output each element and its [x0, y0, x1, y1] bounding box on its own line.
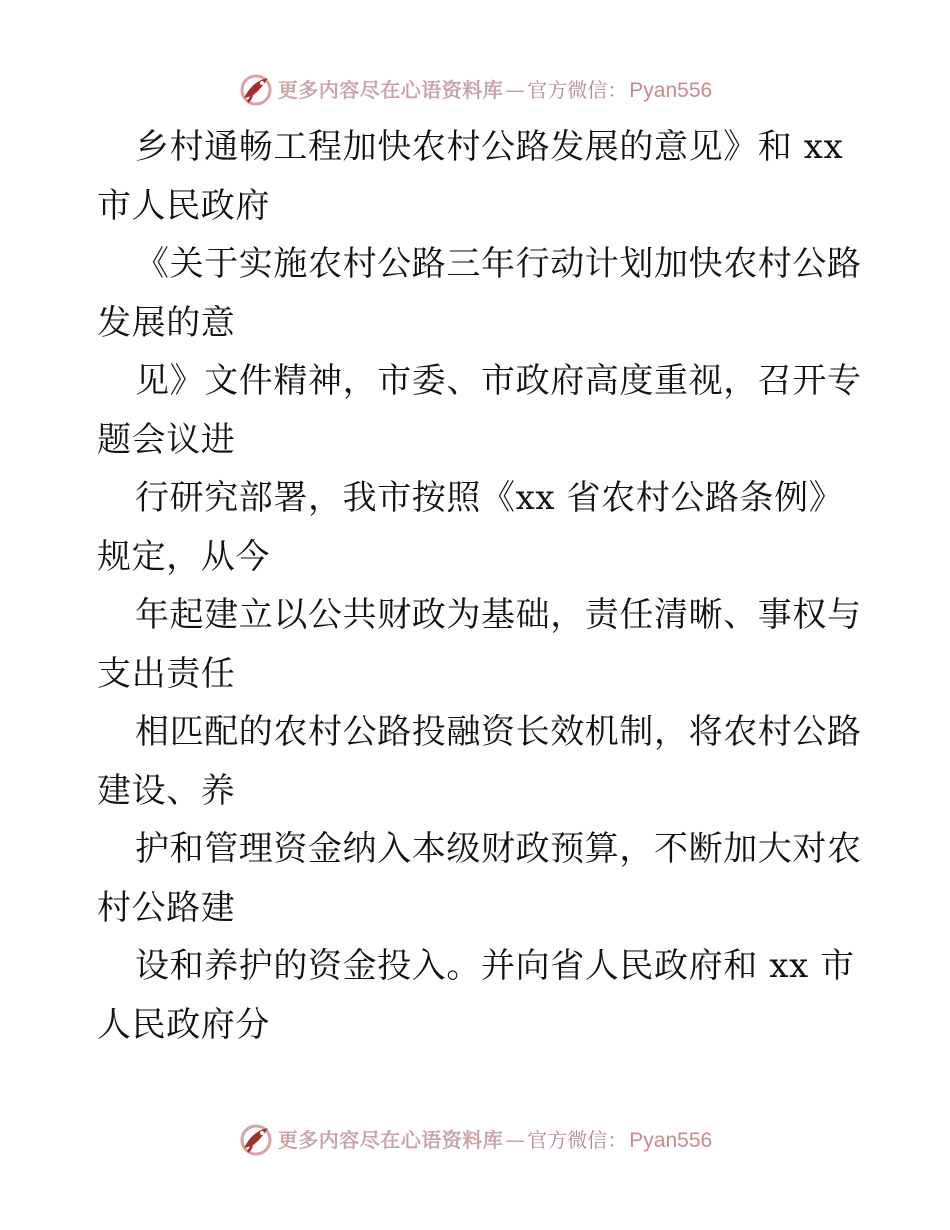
text-line: 规定，从今	[97, 536, 270, 577]
watermark-label: 官方微信：	[527, 77, 628, 102]
text-line: 人民政府分	[97, 1004, 270, 1045]
watermark-account: Pyan556	[629, 78, 713, 102]
text-line: 支出责任	[97, 653, 236, 694]
watermark-brand: 更多内容尽在心语资料库	[277, 77, 504, 102]
text-line: 村公路建	[97, 887, 236, 928]
text-line: 护和管理资金纳入本级财政预算，不断加大对农	[135, 829, 862, 869]
watermark-brand: 更多内容尽在心语资料库	[277, 1127, 504, 1152]
pen-nib-circle-icon	[238, 72, 274, 108]
text-line: 年起建立以公共财政为基础，责任清晰、事权与	[135, 595, 862, 635]
header-watermark	[0, 70, 950, 110]
watermark-account: Pyan556	[629, 1128, 713, 1152]
text-line: 相匹配的农村公路投融资长效机制，将农村公路	[135, 712, 862, 752]
watermark-separator: —	[505, 77, 526, 102]
pen-nib-circle-icon	[238, 1122, 274, 1158]
watermark-separator: —	[505, 1127, 526, 1152]
footer-watermark	[0, 1120, 950, 1160]
text-line: 设和养护的资金投入。并向省人民政府和 xx 市	[135, 946, 855, 986]
text-line: 市人民政府	[97, 185, 270, 226]
text-line: 见》文件精神，市委、市政府高度重视，召开专	[135, 361, 862, 401]
watermark-label: 官方微信：	[527, 1127, 628, 1152]
text-line: 建设、养	[97, 770, 236, 811]
document-body	[97, 118, 862, 1054]
text-line: 《关于实施农村公路三年行动计划加快农村公路	[135, 244, 862, 284]
text-line: 题会议进	[97, 419, 236, 460]
text-line: 发展的意	[97, 302, 236, 343]
text-line: 行研究部署，我市按照《xx 省农村公路条例》	[135, 478, 844, 518]
text-line: 乡村通畅工程加快农村公路发展的意见》和 xx	[135, 127, 844, 167]
